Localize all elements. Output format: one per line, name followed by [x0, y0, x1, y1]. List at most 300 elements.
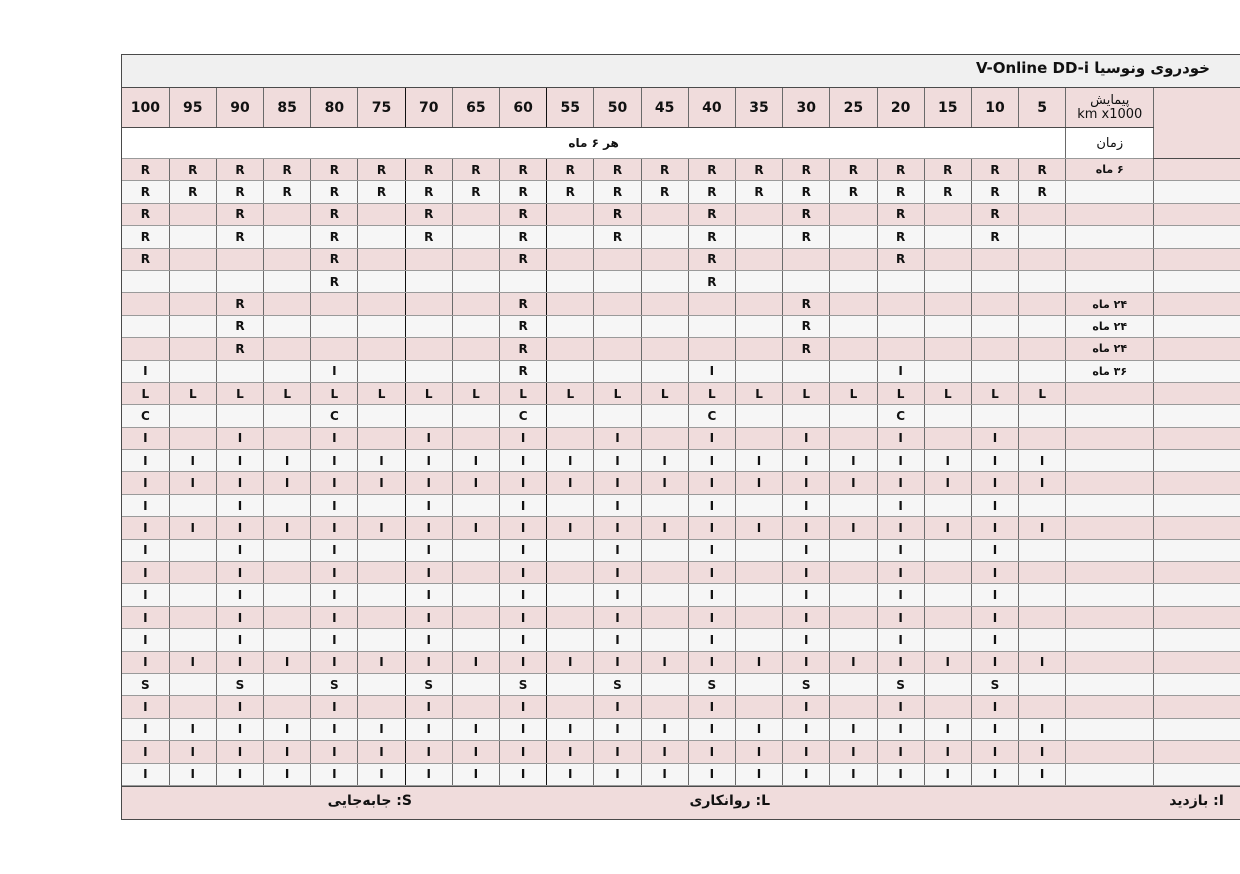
time-limit-label	[1066, 606, 1154, 628]
schedule-cell: R	[735, 181, 782, 203]
schedule-cell: I	[500, 763, 547, 785]
schedule-cell: I	[122, 539, 169, 561]
schedule-cell: C	[877, 405, 924, 427]
schedule-cell	[1019, 338, 1066, 360]
item-description-cell	[1154, 517, 1240, 539]
schedule-cell: I	[264, 651, 311, 673]
schedule-cell: I	[122, 360, 169, 382]
schedule-cell: I	[877, 584, 924, 606]
schedule-cell: I	[924, 450, 971, 472]
schedule-cell: I	[216, 562, 263, 584]
schedule-cell	[830, 360, 877, 382]
schedule-cell	[830, 427, 877, 449]
schedule-cell: R	[216, 181, 263, 203]
schedule-cell	[169, 427, 216, 449]
schedule-row	[122, 629, 1240, 651]
schedule-cell: I	[924, 741, 971, 763]
schedule-cell	[452, 673, 499, 695]
schedule-cell: I	[830, 517, 877, 539]
item-description-cell	[1154, 405, 1240, 427]
schedule-cell: L	[735, 382, 782, 404]
schedule-table	[122, 88, 1240, 786]
schedule-cell	[971, 315, 1018, 337]
schedule-cell	[264, 696, 311, 718]
schedule-cell: R	[216, 315, 263, 337]
schedule-cell: R	[264, 159, 311, 181]
schedule-cell	[688, 338, 735, 360]
schedule-cell	[169, 248, 216, 270]
schedule-cell	[169, 360, 216, 382]
schedule-cell: I	[500, 651, 547, 673]
schedule-cell	[405, 270, 452, 292]
schedule-cell: I	[877, 494, 924, 516]
schedule-cell: I	[971, 450, 1018, 472]
schedule-cell	[452, 248, 499, 270]
schedule-cell	[311, 338, 358, 360]
schedule-cell	[452, 696, 499, 718]
item-description-cell	[1154, 270, 1240, 292]
schedule-cell: R	[122, 159, 169, 181]
schedule-cell: I	[311, 606, 358, 628]
schedule-cell: I	[169, 763, 216, 785]
schedule-cell: I	[783, 472, 830, 494]
schedule-cell: I	[594, 763, 641, 785]
time-limit-label	[1066, 741, 1154, 763]
schedule-cell: I	[783, 450, 830, 472]
legend-replace: S: جابه‌جایی	[327, 792, 412, 809]
schedule-cell	[924, 270, 971, 292]
schedule-cell: I	[500, 427, 547, 449]
schedule-cell: R	[877, 248, 924, 270]
schedule-cell: L	[1019, 382, 1066, 404]
schedule-cell: R	[877, 226, 924, 248]
schedule-row	[122, 203, 1240, 225]
schedule-row	[122, 382, 1240, 404]
schedule-cell	[735, 539, 782, 561]
schedule-cell	[547, 293, 594, 315]
schedule-row	[122, 517, 1240, 539]
distance-header-cell: 100	[122, 88, 169, 128]
schedule-cell: I	[122, 517, 169, 539]
schedule-cell: I	[264, 517, 311, 539]
schedule-cell: I	[452, 472, 499, 494]
schedule-cell	[877, 338, 924, 360]
schedule-row	[122, 673, 1240, 695]
schedule-cell: I	[452, 517, 499, 539]
schedule-cell	[924, 629, 971, 651]
schedule-cell: R	[500, 338, 547, 360]
schedule-cell: I	[924, 472, 971, 494]
schedule-cell: I	[122, 606, 169, 628]
schedule-cell	[641, 606, 688, 628]
schedule-cell	[924, 539, 971, 561]
schedule-row	[122, 562, 1240, 584]
schedule-cell: I	[688, 539, 735, 561]
schedule-cell	[830, 293, 877, 315]
schedule-cell	[452, 226, 499, 248]
schedule-cell	[830, 315, 877, 337]
schedule-cell	[1019, 226, 1066, 248]
schedule-cell: R	[405, 159, 452, 181]
schedule-cell	[264, 203, 311, 225]
time-limit-label: ۶ ماه	[1066, 159, 1154, 181]
schedule-cell: I	[405, 450, 452, 472]
schedule-cell	[358, 315, 405, 337]
schedule-cell	[641, 562, 688, 584]
schedule-cell	[547, 696, 594, 718]
schedule-cell: I	[971, 584, 1018, 606]
schedule-cell	[830, 629, 877, 651]
schedule-cell	[594, 270, 641, 292]
schedule-cell: R	[311, 270, 358, 292]
schedule-cell	[452, 293, 499, 315]
item-description-cell	[1154, 293, 1240, 315]
schedule-cell: R	[500, 360, 547, 382]
schedule-cell: I	[500, 539, 547, 561]
schedule-cell: I	[877, 427, 924, 449]
schedule-cell: S	[688, 673, 735, 695]
schedule-cell	[547, 673, 594, 695]
schedule-cell	[830, 248, 877, 270]
item-description-cell	[1154, 629, 1240, 651]
schedule-cell: R	[122, 248, 169, 270]
schedule-cell: I	[641, 517, 688, 539]
schedule-cell: I	[971, 539, 1018, 561]
schedule-cell: I	[688, 472, 735, 494]
schedule-cell: I	[405, 427, 452, 449]
schedule-cell: R	[405, 203, 452, 225]
schedule-cell: R	[500, 159, 547, 181]
schedule-cell: I	[783, 651, 830, 673]
schedule-cell	[264, 539, 311, 561]
distance-header-cell: 55	[547, 88, 594, 128]
distance-header-cell: 10	[971, 88, 1018, 128]
schedule-cell	[735, 338, 782, 360]
distance-header-cell: 25	[830, 88, 877, 128]
schedule-cell	[1019, 606, 1066, 628]
schedule-cell: I	[311, 450, 358, 472]
schedule-cell: I	[405, 494, 452, 516]
schedule-row	[122, 741, 1240, 763]
schedule-cell: I	[452, 718, 499, 740]
schedule-cell	[358, 494, 405, 516]
schedule-cell	[971, 360, 1018, 382]
distance-header-cell: 90	[216, 88, 263, 128]
schedule-cell: I	[688, 606, 735, 628]
distance-header-cell: 40	[688, 88, 735, 128]
schedule-cell: I	[783, 517, 830, 539]
odometer-label-top: پیمایش	[1090, 92, 1130, 108]
schedule-cell: L	[971, 382, 1018, 404]
schedule-cell: I	[971, 629, 1018, 651]
schedule-cell	[830, 270, 877, 292]
schedule-row	[122, 763, 1240, 785]
schedule-cell: I	[169, 517, 216, 539]
schedule-cell: I	[547, 472, 594, 494]
schedule-cell: R	[311, 203, 358, 225]
schedule-cell: I	[735, 763, 782, 785]
schedule-cell	[452, 539, 499, 561]
schedule-cell: S	[122, 673, 169, 695]
schedule-cell: I	[830, 763, 877, 785]
schedule-cell: I	[641, 741, 688, 763]
schedule-cell: I	[830, 450, 877, 472]
schedule-cell	[264, 584, 311, 606]
time-interval: هر ۶ ماه	[122, 128, 1066, 159]
schedule-cell	[452, 360, 499, 382]
schedule-row	[122, 494, 1240, 516]
schedule-cell	[1019, 696, 1066, 718]
schedule-cell: I	[688, 651, 735, 673]
schedule-cell	[358, 696, 405, 718]
schedule-cell: R	[216, 226, 263, 248]
schedule-cell	[1019, 629, 1066, 651]
schedule-cell: I	[688, 427, 735, 449]
schedule-cell: I	[216, 517, 263, 539]
schedule-cell	[358, 539, 405, 561]
schedule-cell: I	[924, 718, 971, 740]
schedule-cell	[971, 270, 1018, 292]
schedule-cell: I	[500, 494, 547, 516]
schedule-cell: I	[735, 718, 782, 740]
schedule-cell	[924, 315, 971, 337]
schedule-cell	[358, 270, 405, 292]
header-extra-cell	[1154, 88, 1240, 159]
schedule-cell	[594, 293, 641, 315]
schedule-cell: I	[311, 651, 358, 673]
schedule-cell	[735, 226, 782, 248]
schedule-cell: I	[405, 718, 452, 740]
schedule-row	[122, 270, 1240, 292]
schedule-cell	[971, 338, 1018, 360]
schedule-cell: I	[594, 517, 641, 539]
schedule-cell: I	[1019, 517, 1066, 539]
schedule-cell: I	[216, 427, 263, 449]
schedule-cell	[735, 248, 782, 270]
schedule-cell: I	[358, 472, 405, 494]
schedule-cell	[122, 338, 169, 360]
schedule-cell	[169, 606, 216, 628]
schedule-cell: I	[641, 763, 688, 785]
time-limit-label	[1066, 584, 1154, 606]
schedule-cell: R	[547, 159, 594, 181]
distance-header-row	[122, 88, 1240, 128]
schedule-cell	[924, 248, 971, 270]
item-description-cell	[1154, 494, 1240, 516]
schedule-cell: I	[877, 696, 924, 718]
schedule-cell	[169, 696, 216, 718]
schedule-cell: R	[311, 248, 358, 270]
schedule-cell: R	[500, 248, 547, 270]
schedule-cell: I	[452, 450, 499, 472]
schedule-cell: I	[971, 763, 1018, 785]
schedule-cell: I	[1019, 450, 1066, 472]
schedule-cell	[641, 427, 688, 449]
schedule-cell	[1019, 494, 1066, 516]
schedule-cell	[358, 248, 405, 270]
distance-header-cell: 15	[924, 88, 971, 128]
schedule-cell: R	[452, 159, 499, 181]
schedule-cell	[735, 673, 782, 695]
schedule-cell: C	[688, 405, 735, 427]
schedule-cell	[1019, 405, 1066, 427]
schedule-cell: I	[924, 763, 971, 785]
schedule-cell: I	[971, 651, 1018, 673]
schedule-cell	[358, 360, 405, 382]
schedule-cell	[735, 405, 782, 427]
schedule-cell	[735, 606, 782, 628]
schedule-cell: S	[216, 673, 263, 695]
schedule-cell: R	[311, 159, 358, 181]
schedule-cell: R	[169, 181, 216, 203]
item-description-cell	[1154, 562, 1240, 584]
schedule-cell: R	[783, 181, 830, 203]
schedule-cell	[688, 293, 735, 315]
schedule-cell: I	[1019, 651, 1066, 673]
schedule-cell	[216, 248, 263, 270]
schedule-cell: I	[311, 539, 358, 561]
schedule-cell	[169, 673, 216, 695]
schedule-cell: R	[311, 226, 358, 248]
schedule-cell	[547, 606, 594, 628]
schedule-cell: R	[169, 159, 216, 181]
schedule-cell: I	[783, 741, 830, 763]
schedule-cell: I	[783, 606, 830, 628]
schedule-cell: L	[924, 382, 971, 404]
schedule-cell	[452, 562, 499, 584]
schedule-cell: I	[122, 562, 169, 584]
odometer-label	[1066, 88, 1154, 128]
schedule-cell: R	[971, 226, 1018, 248]
schedule-cell: I	[311, 472, 358, 494]
schedule-cell	[735, 494, 782, 516]
schedule-row	[122, 226, 1240, 248]
schedule-cell: I	[688, 517, 735, 539]
schedule-cell: L	[122, 382, 169, 404]
schedule-cell: I	[311, 562, 358, 584]
schedule-cell	[216, 270, 263, 292]
schedule-cell	[169, 584, 216, 606]
schedule-cell: I	[311, 427, 358, 449]
page-title: خودروی ونوسیا V-Online DD-i	[975, 59, 1210, 77]
schedule-cell: I	[877, 763, 924, 785]
schedule-cell	[358, 562, 405, 584]
schedule-row	[122, 472, 1240, 494]
schedule-cell	[547, 315, 594, 337]
schedule-cell: R	[122, 203, 169, 225]
schedule-cell: I	[500, 606, 547, 628]
schedule-cell: I	[216, 629, 263, 651]
schedule-cell: I	[311, 584, 358, 606]
schedule-cell	[830, 494, 877, 516]
schedule-cell: R	[500, 203, 547, 225]
schedule-cell	[594, 338, 641, 360]
schedule-cell: I	[641, 472, 688, 494]
schedule-cell	[358, 338, 405, 360]
schedule-cell: R	[594, 159, 641, 181]
schedule-cell: R	[688, 159, 735, 181]
schedule-cell: R	[452, 181, 499, 203]
schedule-cell: I	[1019, 741, 1066, 763]
schedule-cell: I	[594, 606, 641, 628]
schedule-cell: I	[971, 718, 1018, 740]
schedule-cell: R	[216, 159, 263, 181]
schedule-cell	[452, 584, 499, 606]
schedule-cell	[641, 696, 688, 718]
time-limit-label: ۲۴ ماه	[1066, 338, 1154, 360]
schedule-cell: I	[971, 472, 1018, 494]
schedule-cell	[358, 673, 405, 695]
schedule-cell: I	[405, 696, 452, 718]
schedule-cell	[641, 584, 688, 606]
time-limit-label	[1066, 696, 1154, 718]
schedule-cell	[216, 405, 263, 427]
schedule-cell	[405, 360, 452, 382]
schedule-cell: L	[877, 382, 924, 404]
schedule-cell: I	[688, 360, 735, 382]
schedule-cell	[1019, 673, 1066, 695]
schedule-cell: S	[311, 673, 358, 695]
schedule-cell	[452, 606, 499, 628]
schedule-cell	[1019, 360, 1066, 382]
schedule-cell: I	[452, 741, 499, 763]
schedule-cell	[264, 606, 311, 628]
schedule-cell	[547, 584, 594, 606]
schedule-cell: R	[311, 181, 358, 203]
item-description-cell	[1154, 159, 1240, 181]
schedule-cell	[547, 539, 594, 561]
schedule-cell	[830, 696, 877, 718]
schedule-cell: I	[405, 539, 452, 561]
schedule-cell: L	[216, 382, 263, 404]
schedule-cell: I	[216, 741, 263, 763]
schedule-cell	[264, 673, 311, 695]
schedule-cell: R	[783, 159, 830, 181]
schedule-cell: R	[877, 181, 924, 203]
schedule-cell: I	[405, 584, 452, 606]
schedule-cell	[311, 293, 358, 315]
schedule-cell: I	[971, 741, 1018, 763]
distance-header-cell: 65	[452, 88, 499, 128]
schedule-cell: I	[500, 517, 547, 539]
schedule-cell: I	[216, 606, 263, 628]
schedule-cell: S	[500, 673, 547, 695]
schedule-cell: I	[783, 427, 830, 449]
schedule-cell: L	[783, 382, 830, 404]
schedule-cell: R	[500, 226, 547, 248]
schedule-cell	[830, 584, 877, 606]
schedule-cell: I	[783, 696, 830, 718]
schedule-cell: I	[405, 517, 452, 539]
schedule-cell	[783, 360, 830, 382]
schedule-cell	[358, 405, 405, 427]
schedule-cell: I	[264, 741, 311, 763]
schedule-cell	[641, 673, 688, 695]
schedule-cell	[169, 270, 216, 292]
schedule-cell: I	[688, 584, 735, 606]
schedule-cell: R	[500, 315, 547, 337]
item-description-cell	[1154, 741, 1240, 763]
schedule-cell	[1019, 539, 1066, 561]
schedule-cell: L	[311, 382, 358, 404]
schedule-cell: I	[688, 696, 735, 718]
schedule-cell: R	[405, 181, 452, 203]
schedule-cell: I	[500, 584, 547, 606]
schedule-cell	[547, 427, 594, 449]
schedule-cell: R	[735, 159, 782, 181]
schedule-cell	[971, 405, 1018, 427]
schedule-cell	[735, 315, 782, 337]
